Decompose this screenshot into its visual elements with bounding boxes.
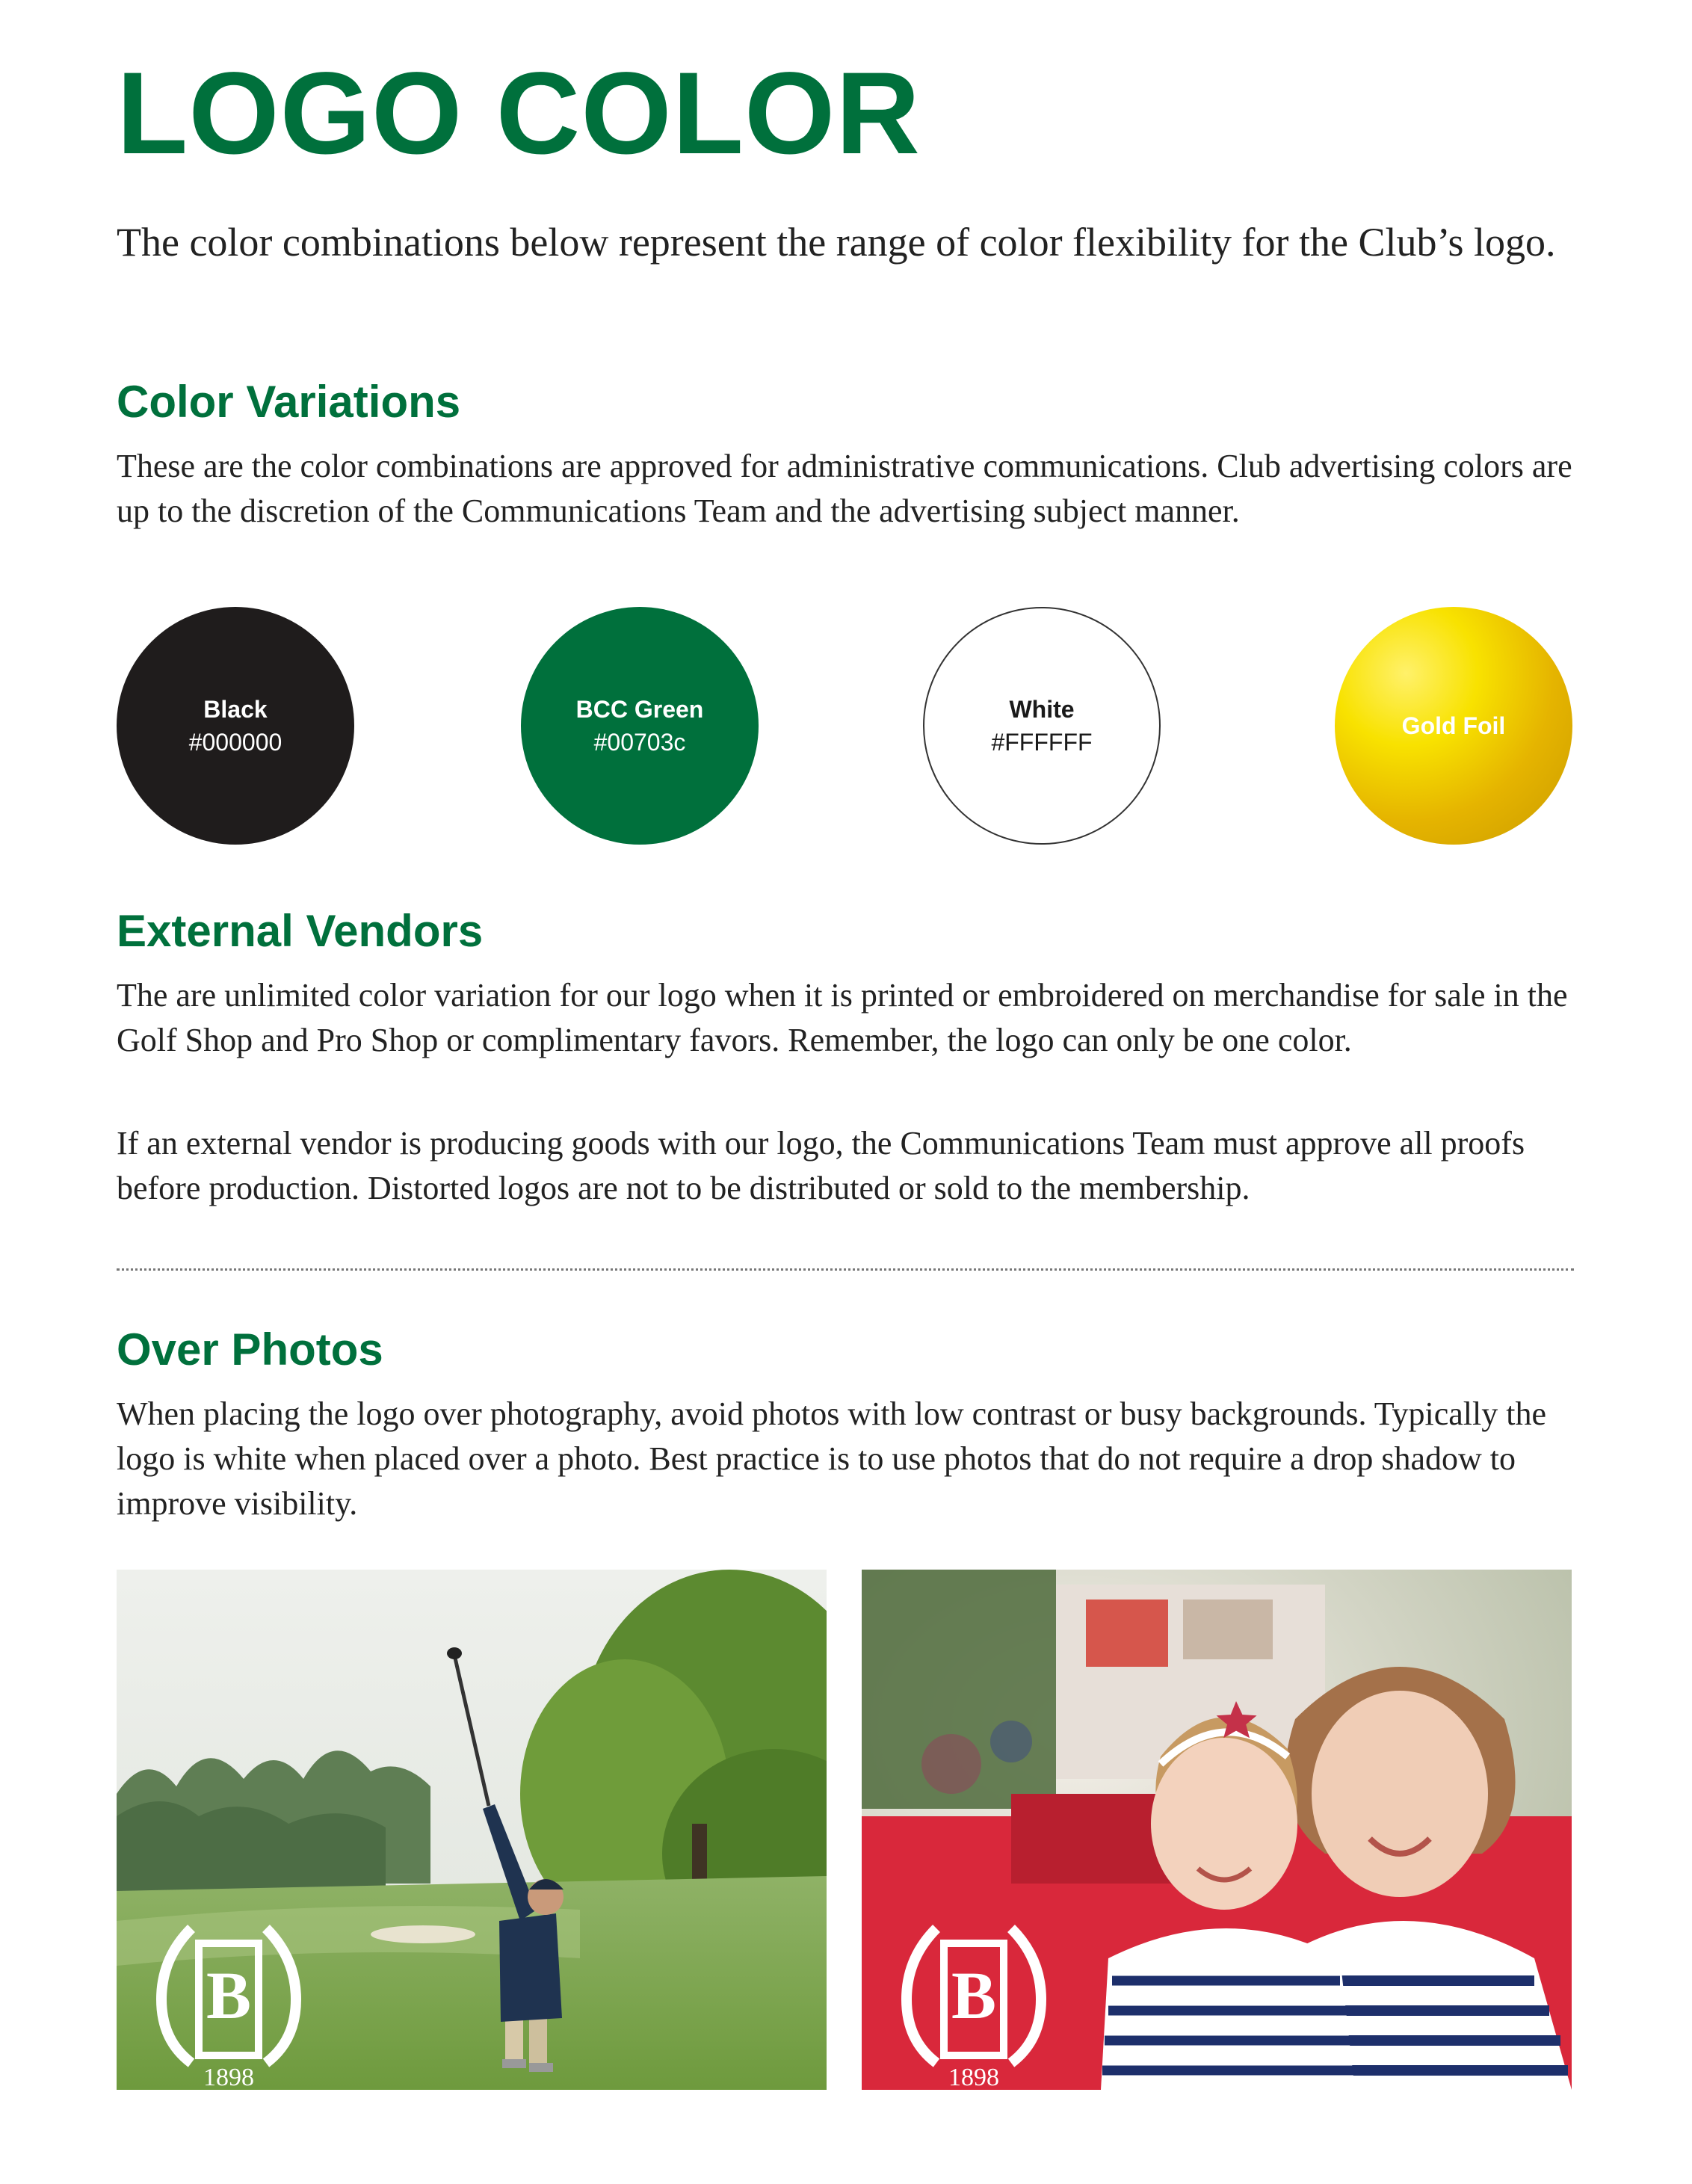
svg-text:B: B <box>206 1959 252 2033</box>
logo-year: 1898 <box>203 2064 254 2090</box>
external-vendors-paragraph-1: The are unlimited color variation for our logo when it is printed or embroidered on merchandise for sale in the Golf Shop and Pro Shop or complimentary favors. Remember, the logo can only be one color. <box>117 977 1568 1058</box>
logo-year: 1898 <box>948 2064 999 2090</box>
golfer-photo <box>117 1570 827 2090</box>
dotted-divider <box>117 1268 1574 1271</box>
over-photos-heading: Over Photos <box>117 1324 383 1375</box>
external-vendors-heading: External Vendors <box>117 906 484 956</box>
svg-text:B: B <box>951 1959 997 2033</box>
swatch-name: Black <box>203 696 268 723</box>
swatch-hex: #000000 <box>188 729 282 756</box>
over-photos-body: When placing the logo over photography, avoid photos with low contrast or busy backgrounds. Typically the logo is white when placed over a photo. Best practice is to use photos that do not require a drop shadow to improve visibility. <box>117 1395 1546 1522</box>
swatch-bcc-green <box>521 607 759 845</box>
swatch-name: BCC Green <box>575 696 704 723</box>
swatch-hex: #00703c <box>593 729 686 756</box>
color-variations-heading: Color Variations <box>117 377 461 427</box>
color-variations-body: These are the color combinations are approved for administrative communications. Club advertising colors are up to the discretion of the Communications Team and the advertising subject manner. <box>117 448 1572 529</box>
swatch-white <box>923 607 1161 845</box>
page-title: LOGO COLOR <box>117 49 921 179</box>
swatch-name: White <box>1009 696 1075 723</box>
intro-paragraph: The color combinations below represent the range of color flexibility for the Club’s logo. <box>117 220 1556 265</box>
swatch-gold-foil <box>1335 607 1572 845</box>
external-vendors-paragraph-2: If an external vendor is producing goods with our logo, the Communications Team must approve all proofs before production. Distorted logos are not to be distributed or sold to the membership. <box>117 1125 1525 1206</box>
swatch-hex: #FFFFFF <box>991 729 1093 756</box>
swatch-name: Gold Foil <box>1401 712 1506 739</box>
swatch-black <box>117 607 354 845</box>
girls-photo <box>862 1570 1572 2090</box>
